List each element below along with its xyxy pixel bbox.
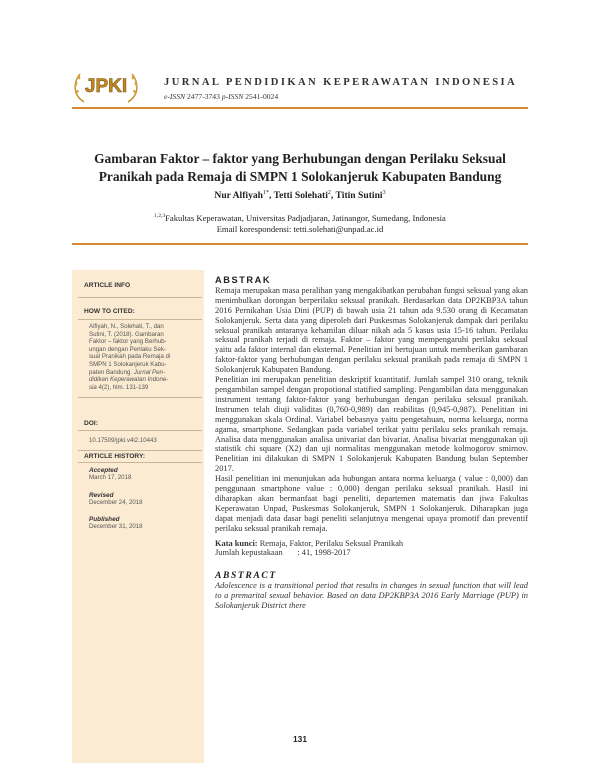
- published-label: Published: [89, 516, 120, 523]
- reference-count: [215, 548, 528, 558]
- refs-value: : 41, 1998-2017: [297, 548, 351, 558]
- revised-date: December 24, 2018: [89, 499, 143, 506]
- author-3-sup: 3: [382, 190, 386, 196]
- citation-line: sual Pranikah pada Remaja di: [89, 353, 171, 361]
- page-number: 131: [293, 734, 307, 744]
- sidebar-divider: [78, 430, 202, 431]
- article-info-sidebar: [72, 270, 204, 763]
- keywords: [215, 539, 528, 549]
- journal-name: JURNAL PENDIDIKAN KEPERAWATAN INDONESIA: [164, 77, 518, 88]
- title-line-1: Gambaran Faktor – faktor yang Berhubungan dengan Perilaku Seksual: [94, 151, 506, 166]
- issn-line: [164, 92, 278, 101]
- abstract-heading: ABSTRACT: [215, 570, 277, 582]
- published-date: December 31, 2018: [89, 523, 143, 530]
- abstrak-paragraph: Remaja merupakan masa peralihan yang mengakibatkan perubahan fungsi seksual yang akan menimbulkan dorongan berperilaku seksual pranikah. Berdasarkan data DP2KBP3A tahun 2016 Pernikahan Usia Dini (PUP) di bawah usia 21 tahun ada 9.530 orang di Kecamatan Solokanjeruk. Serta data yang diperoleh dari Puskesmas Solokanjeruk dampak dari perilaku seksual pranikah antaranya kehamilan diluar nikah ada 5 kasus usia 15-16 tahun. Perilaku seksual pranikah terjadi di remaja. Faktor – faktor yang mempengaruhi perilaku seksual yaitu ada faktor internal dan eksternal. Penelitian ini bertujuan untuk memberikan gambaran faktor-faktor yang berhubungan dengan perilaku seksual pranikah pada remaja di SMPN 1 Solokanjeruk Kabupaten Bandung.: [215, 285, 528, 375]
- citation-journal: Jurnal Pen-: [133, 368, 165, 376]
- sidebar-divider: [78, 450, 202, 451]
- citation-journal: didikan Keperawatan Indone-: [89, 376, 169, 384]
- citation-line: Sutini, T. (2018). Gambaran: [89, 330, 164, 338]
- abstrak-paragraph: Hasil penelitian ini menunjukan ada hubungan antara norma keluarga ( value : 0,000) dan penggunaan smartphone value : 0,000) dengan perilaku seksual pranikah. Hasil ini diharapkan akan bermanfaat bagi peneliti, departemen matematis dan jiwa Fakultas Keperawatan Unpad, Puskesmas Solokanjeruk, SMPN 1 Solokanjeruk. Diharapkan juga dapat menjadi data dasar bagi peneliti selanjutnya mengenai upaya promotif dan preventif perilaku seksual pranikah remaja.: [215, 474, 528, 533]
- author-3: Titin Sutini: [335, 190, 383, 202]
- corresponding-email[interactable]: Email korespondensi: tetti.solehati@unpad.ac.id: [216, 224, 384, 235]
- history-revised: [72, 492, 143, 506]
- sidebar-divider: [78, 397, 202, 398]
- author-2: Tetti Solehati: [273, 190, 328, 202]
- citation-pages: 4(2), hlm. 131-139: [98, 383, 149, 391]
- journal-logo: [70, 66, 142, 106]
- title-line-2: Pranikah pada Remaja di SMPN 1 Solokanjeruk Kabupaten Bandung: [98, 169, 502, 184]
- accepted-date: March 17, 2018: [89, 474, 132, 481]
- citation-line: paten Bandung.: [89, 368, 133, 376]
- history-published: [72, 516, 143, 530]
- sidebar-divider: [78, 297, 202, 298]
- affil-sup: 1,2,3: [154, 213, 166, 219]
- affiliation-block: [80, 211, 520, 236]
- author-1: Nur Alfiyah: [214, 190, 264, 202]
- citation-line: Faktor – faktor yang Berhub-: [89, 338, 167, 346]
- citation-line: ungan dengan Perilaku Sek-: [89, 345, 166, 353]
- article-history-heading: ARTICLE HISTORY:: [84, 453, 146, 460]
- accepted-label: Accepted: [89, 467, 118, 474]
- affiliation: Fakultas Keperawatan, Universitas Padjadjaran, Jatinangor, Sumedang, Indonesia: [165, 212, 446, 223]
- article-info-heading: ARTICLE INFO: [84, 282, 131, 289]
- how-to-cite-heading: HOW TO CITED:: [84, 308, 135, 315]
- abstract-column: [215, 276, 528, 611]
- sidebar-divider: [78, 462, 202, 463]
- revised-label: Revised: [89, 492, 114, 499]
- logo-text: JPKI: [84, 76, 128, 97]
- doi-link[interactable]: 10.17509/jpki.v4i2.10443: [89, 437, 157, 444]
- eissn-value: 2477-3743: [187, 92, 220, 101]
- doi-heading: DOI:: [84, 420, 98, 427]
- history-accepted: [72, 467, 131, 481]
- refs-label: Jumlah kepustakaan: [215, 548, 283, 558]
- pissn-value: 2541-0024: [245, 92, 279, 101]
- article-title: [80, 150, 520, 186]
- pissn-label: p-ISSN: [221, 92, 244, 101]
- eissn-label: e-ISSN: [164, 92, 186, 101]
- author-2-sup: 2: [327, 190, 331, 196]
- citation-journal: sia: [89, 383, 97, 391]
- abstract-text: Adolescence is a transitional period that results in changes in sexual function that will lead to a premarital sexual behavior. Based on data DP2KBP3A 2016 Early Marriage (PUP) in Solokanjeruk District there: [215, 581, 528, 611]
- citation-line: Alfiyah, N., Solehati, T., dan: [89, 323, 164, 330]
- header-divider: [72, 107, 528, 109]
- keywords-value: Remaja, Faktor, Perilaku Seksual Pranikah: [259, 538, 404, 548]
- citation: [72, 323, 176, 391]
- citation-line: SMPN 1 Solokanjeruk Kabu-: [89, 360, 167, 368]
- author-1-sup: 1*: [263, 190, 270, 196]
- author-list: Nur Alfiyah$^{1*}$, Tetti Solehati$^2$, Titin Sutini$^3$: [214, 190, 386, 202]
- sidebar-divider: [78, 319, 202, 320]
- title-divider: [72, 243, 528, 245]
- abstrak-paragraph: Penelitian ini merupakan penelitian deskriptif kuantitatif. Jumlah sampel 310 orang, teknik pengambilan sampel dengan propotional statified sampling. Pengambilan data menggunakan instrument tentang faktor-faktor yang berhubungan dengan perilaku seksual pranikah. Instrumen telah diuji validitas (0,760-0,989) dan reabilitas (0,945-0,987). Penelitian ini menggunakan skala Ordinal. Variabel bebasnya yaitu pengetahuan, norma keluarga, norma agama, smartphone. Sedangkan pada variabel terikat yaitu perilaku seks pranikah remaja. Analisa data menggunakan analisa univariat dan bivariat. Analisa bivariat menggunakan uji statistik chi square (X2) dan uji normalitas menggunakan metode kolmogorov smirnov. Penelitian ini dilakukan di SMPN 1 Solokanjeruk Kabupaten Bandung bulan September 2017.: [215, 375, 528, 474]
- keywords-label: Kata kunci:: [215, 538, 258, 548]
- abstrak-heading: ABSTRAK: [215, 275, 272, 285]
